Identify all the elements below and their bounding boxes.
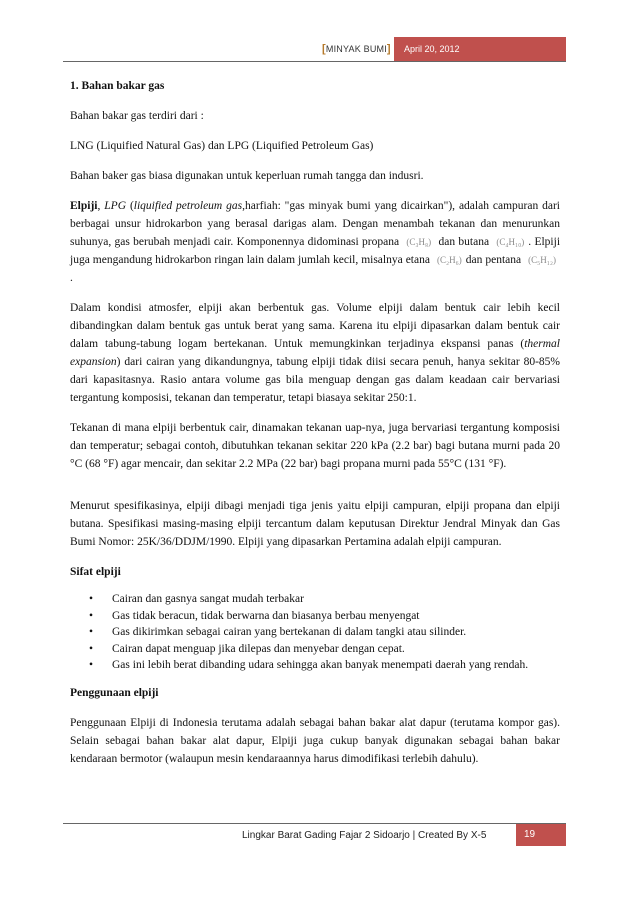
page-content xyxy=(70,64,560,768)
footer-divider xyxy=(63,823,566,824)
sifat-list xyxy=(70,591,560,674)
formula-etana: (C₂H₆) xyxy=(436,255,462,265)
header-bracket-open: [ xyxy=(322,43,326,55)
list-item: • Cairan dapat menguap jika dilepas dan menyebar dengan cepat. xyxy=(112,641,560,658)
list-item: • Cairan dan gasnya sangat mudah terbakar xyxy=(112,591,560,608)
elpiji-text-end: . xyxy=(70,272,73,284)
paragraph-intro: Bahan bakar gas terdiri dari : xyxy=(70,110,204,122)
elpiji-text-2: dan butana xyxy=(438,236,490,248)
header-date: April 20, 2012 xyxy=(394,37,566,61)
elpiji-text-1: ,harfiah: "gas minyak bumi yang dicairkan"), adalah campuran dari berbagai unsur hidrokarbon yang berasal darigas alam. Dengan menambah tekanan dan menurunkan suhunya, gas berubah menjadi cair. Komponennya didominasi propana xyxy=(70,200,560,248)
atmosfer-text-1: Dalam kondisi atmosfer, elpiji akan berbentuk gas. Volume elpiji dalam bentuk cair lebih kecil dibandingkan dalam bentuk gas untuk berat yang sama. Karena itu elpiji dipasarkan dalam bentuk cair dalam tabung-tabung logam bertekanan. Untuk memungkinkan terjadinya ekspansi panas ( xyxy=(70,302,560,350)
formula-pentana: (C₅H₁₂) xyxy=(528,255,557,265)
term-full: liquified petroleum gas xyxy=(133,200,243,212)
heading-sifat: Sifat elpiji xyxy=(70,566,121,578)
list-item: • Gas dikirimkan sebagai cairan yang bertekanan di dalam tangki atau silinder. xyxy=(112,624,560,641)
term-elpiji: Elpiji xyxy=(70,200,98,212)
paragraph-spesifikasi: Menurut spesifikasinya, elpiji dibagi menjadi tiga jenis yaitu elpiji campuran, elpiji propana dan elpiji butana. Spesifikasi masing-masing elpiji tercantum dalam keputusan Direktur Jendral Minyak dan Gas Bumi Nomor: 25K/36/DDJM/1990. Elpiji yang dipasarkan Pertamina adalah elpiji campuran. xyxy=(70,500,560,548)
paragraph-lng-lpg: LNG (Liquified Natural Gas) dan LPG (Liquified Petroleum Gas) xyxy=(70,140,374,152)
formula-butana: (C₄H₁₀) xyxy=(496,237,525,247)
heading-penggunaan: Penggunaan elpiji xyxy=(70,686,159,699)
term-lpg: LPG xyxy=(104,200,127,212)
header-title xyxy=(322,43,391,55)
formula-propana: (C₃H₈) xyxy=(406,237,432,247)
elpiji-text-3: . Elpiji juga mengandung hidrokarbon ringan lain dalam jumlah kecil, misalnya etana xyxy=(70,236,561,266)
paragraph-elpiji: Elpiji, LPG (liquified petroleum gas,harfiah: "gas minyak bumi yang dicairkan"), adalah campuran dari berbagai unsur hidrokarbon yang berasal darigas alam. Dengan menambah tekanan dan menurunkan suhunya, gas berubah menjadi cair. Komponennya didominasi propana (C₃H₈) dan butana (C₄H₁₀) . Elpiji juga mengandung hidrokarbon ringan lain dalam jumlah kecil, misalnya etana (C₂H₆) dan pentana (C₅H₁₂). xyxy=(70,200,561,284)
atmosfer-italic: thermal expansion xyxy=(70,338,560,368)
paragraph-atmosfer xyxy=(70,299,560,407)
paragraph-penggunaan: Penggunaan Elpiji di Indonesia terutama adalah sebagai bahan bakar alat dapur (terutama kompor gas). Selain sebagai bahan bakar alat dapur, Elpiji juga cukup banyak digunakan sebagai bahan bakar kendaraan bermotor (walaupun mesin kendaraannya harus dimodifikasi terlebih dahulu). xyxy=(70,716,560,765)
footer-text: Lingkar Barat Gading Fajar 2 Sidoarjo | Created By X-5 xyxy=(242,830,487,841)
paragraph-tekanan: Tekanan di mana elpiji berbentuk cair, dinamakan tekanan uap-nya, juga bervariasi tergantung komposisi dan temperatur; sebagai contoh, dibutuhkan tekanan sekitar 220 kPa (2.2 bar) bagi butana murni pada 20 °C (68 °F) agar mencair, dan sekitar 2.2 MPa (22 bar) bagi propana murni pada 55°C (131 °F). xyxy=(70,422,560,470)
atmosfer-text-2: ) dari cairan yang dikandungnya, tabung elpiji tidak diisi secara penuh, hanya sekitar 80-85% dari kapasitasnya. Rasio antara volume gas bila menguap dengan gas dalam keadaan cair bervariasi tergantung komposisi, tekanan dan temperatur, tetapi biasaya sekitar 250:1. xyxy=(70,356,560,404)
elpiji-text-4: dan pentana xyxy=(465,254,522,266)
paragraph-usage: Bahan baker gas biasa digunakan untuk keperluan rumah tangga dan indusri. xyxy=(70,170,424,182)
list-item: • Gas tidak beracun, tidak berwarna dan biasanya berbau menyengat xyxy=(112,608,560,625)
header-divider xyxy=(63,61,566,62)
header-title-text: MINYAK BUMI xyxy=(325,44,387,54)
paren-open: ( xyxy=(129,200,134,212)
section-heading: 1. Bahan bakar gas xyxy=(70,80,165,92)
list-item: • Gas ini lebih berat dibanding udara sehingga akan banyak menempati daerah yang rendah. xyxy=(112,657,560,674)
page-number: 19 xyxy=(516,824,566,846)
header-bracket-close: ] xyxy=(386,43,391,55)
